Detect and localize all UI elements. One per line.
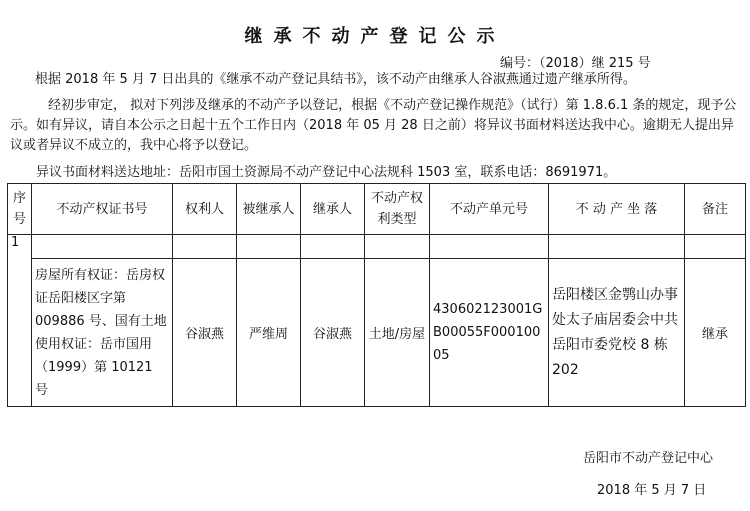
property-table [7,183,746,407]
cell-spacer [365,235,430,259]
cell-spacer [301,235,365,259]
document-number: 编号：（2018）继 215 号 [500,56,651,71]
cell-unit-no: 430602123001GB00055F00010005 [430,259,549,407]
header-cert: 不动产权证书号 [32,184,173,235]
cell-spacer [173,235,237,259]
cell-owner: 谷淑燕 [173,259,237,407]
cell-remark: 继承 [685,259,746,407]
cell-right-type: 土地/房屋 [365,259,430,407]
cell-spacer [32,235,173,259]
paragraph-objection-address: 异议书面材料送达地址：岳阳市国土资源局不动产登记中心法规科 1503 室，联系电话：8691971。 [36,165,617,180]
signature-org: 岳阳市不动产登记中心 [583,451,714,466]
cell-location: 岳阳楼区金鹗山办事处太子庙居委会中共岳阳市委党校 8 栋 202 [549,259,685,407]
paragraph-review-notice: 经初步审定， 拟对下列涉及继承的不动产予以登记，根据《不动产登记操作规范》（试行）第 1.8.6.1 条的规定，现予公示。如有异议，请自本公示之日起十五个工作日内（2018 年 05 月 28 日之前）将异议书面材料送达我中心。逾期无人提出异议或者异议不成立的，我中心将予以登记。 [10,98,737,153]
paragraph-inheritance-basis: 根据 2018 年 5 月 7 日出具的《继承不动产登记具结书》，该不动产由继承人谷淑燕通过遗产继承所得。 [35,72,636,87]
header-unit-no: 不动产单元号 [430,184,549,235]
table-row [8,259,746,407]
cell-cert: 房屋所有权证：岳房权证岳阳楼区字第 009886 号、国有土地使用权证：岳市国用（1999）第 10121 号 [32,259,173,407]
header-decedent: 被继承人 [237,184,301,235]
cell-spacer [685,235,746,259]
header-heir: 继承人 [301,184,365,235]
cell-spacer [237,235,301,259]
header-seq: 序号 [8,184,32,235]
table-row-index [8,235,746,259]
header-location: 不 动 产 坐 落 [549,184,685,235]
cell-spacer [430,235,549,259]
cell-spacer [549,235,685,259]
table-header-row [8,184,746,235]
page-title: 继承不动产登记公示 [244,26,506,47]
signature-date: 2018 年 5 月 7 日 [597,483,707,498]
cell-heir: 谷淑燕 [301,259,365,407]
cell-decedent: 严维周 [237,259,301,407]
header-remark: 备注 [685,184,746,235]
header-right-type: 不动产权利类型 [365,184,430,235]
cell-seq: 1 [8,235,32,407]
header-owner: 权利人 [173,184,237,235]
